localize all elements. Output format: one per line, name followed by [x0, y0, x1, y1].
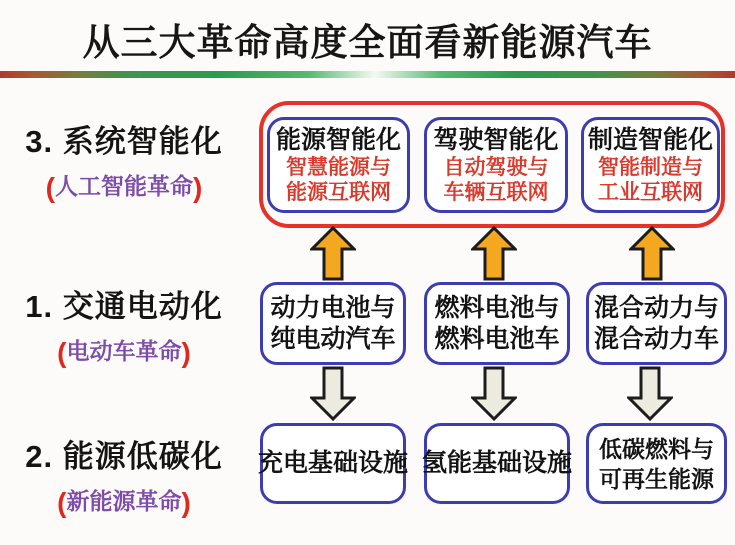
- box-line: 混合动力与: [593, 293, 719, 322]
- box-title: 制造智能化: [587, 126, 713, 154]
- box-subline: 智慧能源与: [286, 156, 391, 179]
- box-line: 充电基础设施: [258, 449, 409, 477]
- down-arrow-icon: [627, 366, 673, 421]
- paren-close: ): [181, 337, 191, 368]
- label-sub-text: 电动车革命: [66, 338, 182, 364]
- box-title: 驾驶智能化: [433, 126, 559, 154]
- label-sub: [14, 333, 234, 369]
- box-line: 氢能基础设施: [422, 449, 573, 477]
- box-line: 动力电池与: [270, 293, 396, 322]
- title-divider: [0, 71, 735, 78]
- paren-open: (: [57, 337, 67, 368]
- label-sub-text: 新能源革命: [66, 488, 182, 514]
- box-driving-intelligence: [424, 117, 568, 213]
- box-line: 纯电动汽车: [270, 324, 396, 353]
- paren-open: (: [57, 487, 67, 518]
- label-sub-text: 人工智能革命: [55, 173, 193, 199]
- label-heading: 3. 系统智能化: [25, 124, 223, 159]
- box-fuel-cell: [424, 282, 570, 365]
- label-heading: 1. 交通电动化: [25, 289, 223, 324]
- paren-close: ): [193, 172, 203, 203]
- box-subline: 自动驾驶与: [443, 156, 549, 179]
- box-hybrid-power: [586, 282, 727, 365]
- box-manufacturing-intelligence: [581, 117, 720, 213]
- box-subline: 能源互联网: [286, 181, 391, 204]
- label-heading: 2. 能源低碳化: [25, 439, 223, 474]
- box-title: 能源智能化: [275, 126, 401, 154]
- left-label-energy-decarbonization: [14, 431, 234, 519]
- left-label-system-intelligence: [14, 116, 234, 204]
- box-energy-intelligence: [267, 117, 410, 213]
- up-arrow-icon: [310, 226, 356, 281]
- down-arrow-icon: [471, 366, 517, 421]
- label-sub: [14, 168, 234, 204]
- up-arrow-icon: [629, 226, 675, 281]
- down-arrow-icon: [310, 366, 356, 421]
- box-line: 混合动力车: [593, 324, 719, 353]
- paren-close: ): [181, 487, 191, 518]
- paren-open: (: [45, 172, 55, 203]
- box-renewable-energy: [586, 423, 727, 504]
- box-line: 可再生能源: [599, 465, 714, 492]
- box-line: 燃料电池与: [434, 293, 560, 322]
- left-label-transport-electrification: [14, 281, 234, 369]
- label-sub: [14, 483, 234, 519]
- box-power-battery: [260, 282, 406, 365]
- up-arrow-icon: [471, 226, 517, 281]
- box-line: 低碳燃料与: [599, 435, 714, 462]
- box-charging-infrastructure: [258, 423, 409, 504]
- box-hydrogen-infrastructure: [422, 423, 573, 504]
- box-subline: 智能制造与: [598, 156, 703, 179]
- box-line: 燃料电池车: [434, 324, 560, 353]
- box-subline: 工业互联网: [598, 181, 703, 204]
- box-subline: 车辆互联网: [443, 181, 549, 204]
- page-title: 从三大革命高度全面看新能源汽车: [82, 22, 653, 63]
